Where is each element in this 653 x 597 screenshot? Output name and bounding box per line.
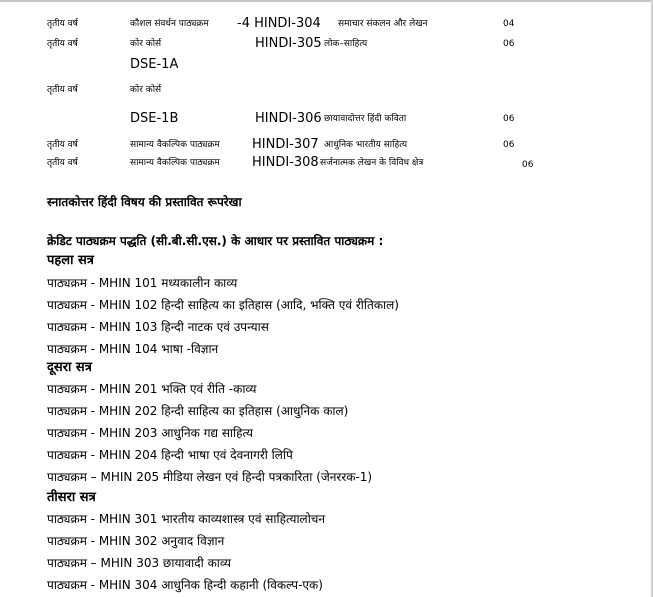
- semester-1: [47, 250, 637, 360]
- row-4-code: HINDI-306: [255, 111, 322, 126]
- row-3-year: तृतीय वर्ष: [47, 85, 78, 95]
- row-4-title: छायावादोत्तर हिंदी कविता: [324, 114, 407, 124]
- row-1-type: कौशल संवर्धन पाठ्यक्रम: [130, 19, 209, 29]
- row-2-year: तृतीय वर्ष: [47, 39, 78, 49]
- row-6-type: सामान्य वैकल्पिक पाठ्यक्रम: [130, 158, 220, 168]
- course-line: पाठ्यक्रम - MHIN 301 भारतीय काव्यशास्त्र एवं साहित्यालोचन: [47, 512, 326, 526]
- semester-title: पहला सत्र: [47, 253, 94, 268]
- course-line: पाठ्यक्रम - MHIN 103 हिन्दी नाटक एवं उपन्यास: [47, 320, 269, 334]
- semester-2: [47, 358, 637, 488]
- row-1-year: तृतीय वर्ष: [47, 19, 78, 29]
- page-top-border: [0, 0, 653, 2]
- course-line: पाठ्यक्रम – MHIN 205 मीडिया लेखन एवं हिन्दी पत्रकारिता (जेनररक-1): [47, 470, 373, 484]
- course-line: पाठ्यक्रम - MHIN 104 भाषा -विज्ञान: [47, 342, 219, 356]
- course-line: पाठ्यक्रम - MHIN 203 आधुनिक गद्य साहित्य: [47, 426, 253, 440]
- row-6-year: तृतीय वर्ष: [47, 158, 78, 168]
- course-line: पाठ्यक्रम - MHIN 102 हिन्दी साहित्य का इतिहास (आदि, भक्ति एवं रीतिकाल): [47, 298, 399, 312]
- row-1-code: -4 HINDI-304: [237, 16, 321, 31]
- row-2-sub: DSE-1A: [130, 57, 179, 72]
- row-5-type: सामान्य वैकल्पिक पाठ्यक्रम: [130, 140, 220, 150]
- row-6-credits: 06: [522, 160, 534, 170]
- row-1-title: समाचार संकलन और लेखन: [338, 19, 428, 29]
- outline-heading: स्नातकोत्तर हिंदी विषय की प्रस्तावित रूपरेखा: [47, 195, 242, 209]
- credit-heading: क्रेडिट पाठ्यक्रम पद्धति (सी.बी.सी.एस.) के आधार पर प्रस्तावित पाठ्यक्रम :: [47, 234, 384, 248]
- row-4-credits: 06: [503, 114, 515, 124]
- row-6-code: HINDI-308: [252, 155, 319, 170]
- course-line: पाठ्यक्रम - MHIN 201 भक्ति एवं रीति -काव्य: [47, 382, 257, 396]
- row-5-code: HINDI-307: [252, 137, 319, 152]
- semester-title: दूसरा सत्र: [47, 360, 92, 375]
- course-line: पाठ्यक्रम - MHIN 101 मध्यकालीन काव्य: [47, 276, 238, 290]
- row-2-credits: 06: [503, 39, 515, 49]
- course-line: पाठ्यक्रम - MHIN 202 हिन्दी साहित्य का इतिहास (आधुनिक काल): [47, 404, 349, 418]
- row-2-title: लोक–साहित्य: [324, 39, 368, 49]
- row-4-sub: DSE-1B: [130, 111, 179, 126]
- semester-title: तीसरा सत्र: [47, 490, 96, 505]
- course-line: पाठ्यक्रम - MHIN 302 अनुवाद विज्ञान: [47, 534, 225, 548]
- row-6-title: सर्जनात्मक लेखन के विविध क्षेत्र: [320, 158, 424, 168]
- row-1-credits: 04: [503, 19, 515, 29]
- row-3-type: कोर कोर्स: [130, 85, 162, 95]
- row-2-code: HINDI-305: [255, 36, 322, 51]
- row-5-year: तृतीय वर्ष: [47, 140, 78, 150]
- course-line: पाठ्यक्रम - MHIN 204 हिन्दी भाषा एवं देवनागरी लिपि: [47, 448, 293, 462]
- row-2-type: कोर कोर्स: [130, 39, 162, 49]
- row-5-title: आधुनिक भारतीय साहित्य: [324, 140, 408, 150]
- course-line: पाठ्यक्रम – MHIN 303 छायावादी काव्य: [47, 556, 231, 570]
- course-line: पाठ्यक्रम - MHIN 304 आधुनिक हिन्दी कहानी (विकल्प-एक): [47, 578, 323, 592]
- semester-3: [47, 488, 637, 596]
- row-5-credits: 06: [503, 140, 515, 150]
